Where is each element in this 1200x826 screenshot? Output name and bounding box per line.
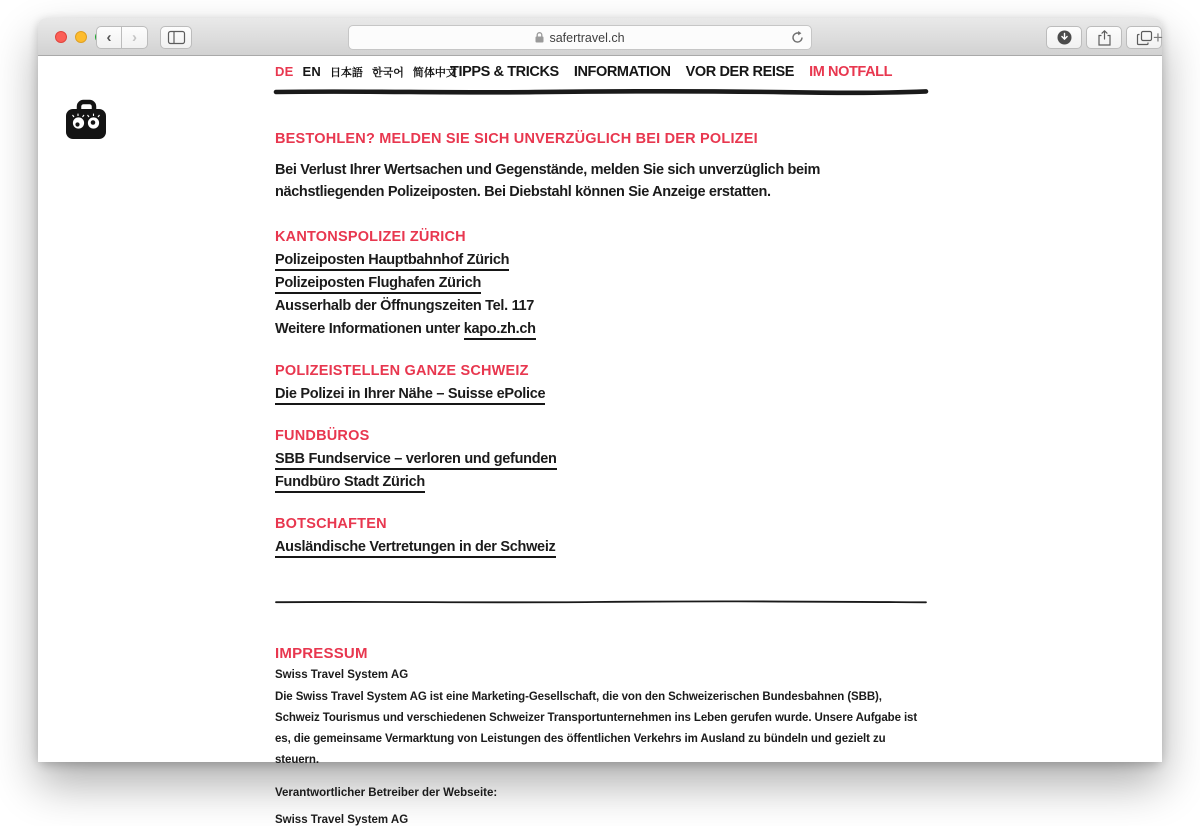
section-title: KANTONSPOLIZEI ZÜRICH — [275, 229, 466, 245]
section-kantonspolizei — [275, 229, 1162, 337]
new-tab-button[interactable]: + — [1153, 28, 1163, 47]
address-bar[interactable] — [348, 25, 812, 50]
section-title: POLIZEISTELLEN GANZE SCHWEIZ — [275, 363, 529, 379]
share-icon — [1098, 30, 1111, 46]
more-info-prefix: Weitere Informationen unter — [275, 321, 464, 337]
section-title-bestohlen: BESTOHLEN? MELDEN SIE SICH UNVERZÜGLICH BEI DER POLIZEI — [275, 131, 758, 147]
impressum-operator-label: Verantwortlicher Betreiber der Webseite: — [275, 787, 498, 799]
lock-icon — [535, 32, 544, 43]
nav-item-vor-der-reise[interactable]: VOR DER REISE — [685, 64, 795, 80]
link-suisse-epolice[interactable]: Die Polizei in Ihrer Nähe – Suisse ePolice — [275, 386, 545, 405]
lang-ko[interactable]: 한국어 — [371, 67, 404, 79]
back-button[interactable]: ‹ — [96, 26, 122, 49]
forward-button[interactable]: › — [122, 26, 148, 49]
browser-window — [38, 18, 1163, 826]
sidebar-icon — [168, 31, 185, 44]
lead-paragraph: Bei Verlust Ihrer Wertsachen und Gegenstände, melden Sie sich unverzüglich beim nächstliegenden Polizeiposten. Bei Diebstahl können Sie Anzeige erstatten. — [275, 162, 820, 200]
more-info-line — [275, 321, 1162, 337]
sidebar-button[interactable] — [160, 26, 192, 49]
nav-item-im-notfall[interactable]: IM NOTFALL — [809, 64, 893, 80]
main-navigation — [450, 64, 892, 80]
safertravel-logo[interactable] — [64, 100, 108, 142]
share-button[interactable] — [1086, 26, 1122, 49]
link-fundbuero-stadt-zuerich[interactable]: Fundbüro Stadt Zürich — [275, 474, 425, 493]
section-botschaften — [275, 516, 1162, 555]
impressum-company: Swiss Travel System AG — [275, 669, 409, 681]
link-polizeiposten-hauptbahnhof[interactable]: Polizeiposten Hauptbahnhof Zürich — [275, 252, 509, 271]
header-divider — [275, 88, 1162, 95]
close-window-button[interactable] — [55, 31, 67, 43]
lang-ja[interactable]: 日本語 — [329, 67, 363, 79]
link-kapo-zh-ch[interactable]: kapo.zh.ch — [464, 321, 536, 340]
link-auslaendische-vertretungen[interactable]: Ausländische Vertretungen in der Schweiz — [275, 539, 556, 558]
section-title: BOTSCHAFTEN — [275, 516, 387, 532]
impressum-title: IMPRESSUM — [275, 645, 368, 662]
history-nav-group — [96, 26, 148, 49]
minimize-window-button[interactable] — [75, 31, 87, 43]
section-title: FUNDBÜROS — [275, 428, 370, 444]
footer-divider — [275, 600, 1162, 604]
top-navigation — [275, 64, 1162, 82]
impressum-operator-company: Swiss Travel System AG — [275, 814, 409, 826]
suitcase-logo-icon — [64, 100, 108, 142]
page-content — [38, 56, 1162, 826]
impressum-paragraph: Die Swiss Travel System AG ist eine Marketing-Gesellschaft, die von den Schweizerischen Bundesbahnen (SBB), Schweiz Tourismus und verschiedenen Schweizer Transportunternehmen ins Leben gerufen wurde. Unsere Aufgabe ist es, die gemeinsame Vermarktung von Leistungen des öffentlichen Verkehrs im Ausland zu bündeln und gezielt zu steuern. — [275, 691, 918, 766]
opening-hours-note: Ausserhalb der Öffnungszeiten Tel. 117 — [275, 298, 535, 314]
section-fundbueros — [275, 428, 1162, 490]
lang-zh[interactable]: 简体中文 — [412, 67, 457, 79]
reload-icon[interactable] — [791, 30, 804, 45]
url-text: safertravel.ch — [549, 30, 625, 45]
downloads-button[interactable] — [1046, 26, 1082, 49]
section-polizeistellen — [275, 363, 1162, 402]
link-sbb-fundservice[interactable]: SBB Fundservice – verloren und gefunden — [275, 451, 557, 470]
lang-de[interactable]: DE — [275, 64, 294, 79]
downloads-icon — [1057, 30, 1072, 45]
nav-item-information[interactable]: INFORMATION — [573, 64, 671, 80]
link-polizeiposten-flughafen[interactable]: Polizeiposten Flughafen Zürich — [275, 275, 481, 294]
nav-item-tipps-tricks[interactable]: TIPPS & TRICKS — [450, 64, 559, 80]
browser-titlebar — [38, 18, 1162, 56]
lang-en[interactable]: EN — [302, 64, 321, 79]
